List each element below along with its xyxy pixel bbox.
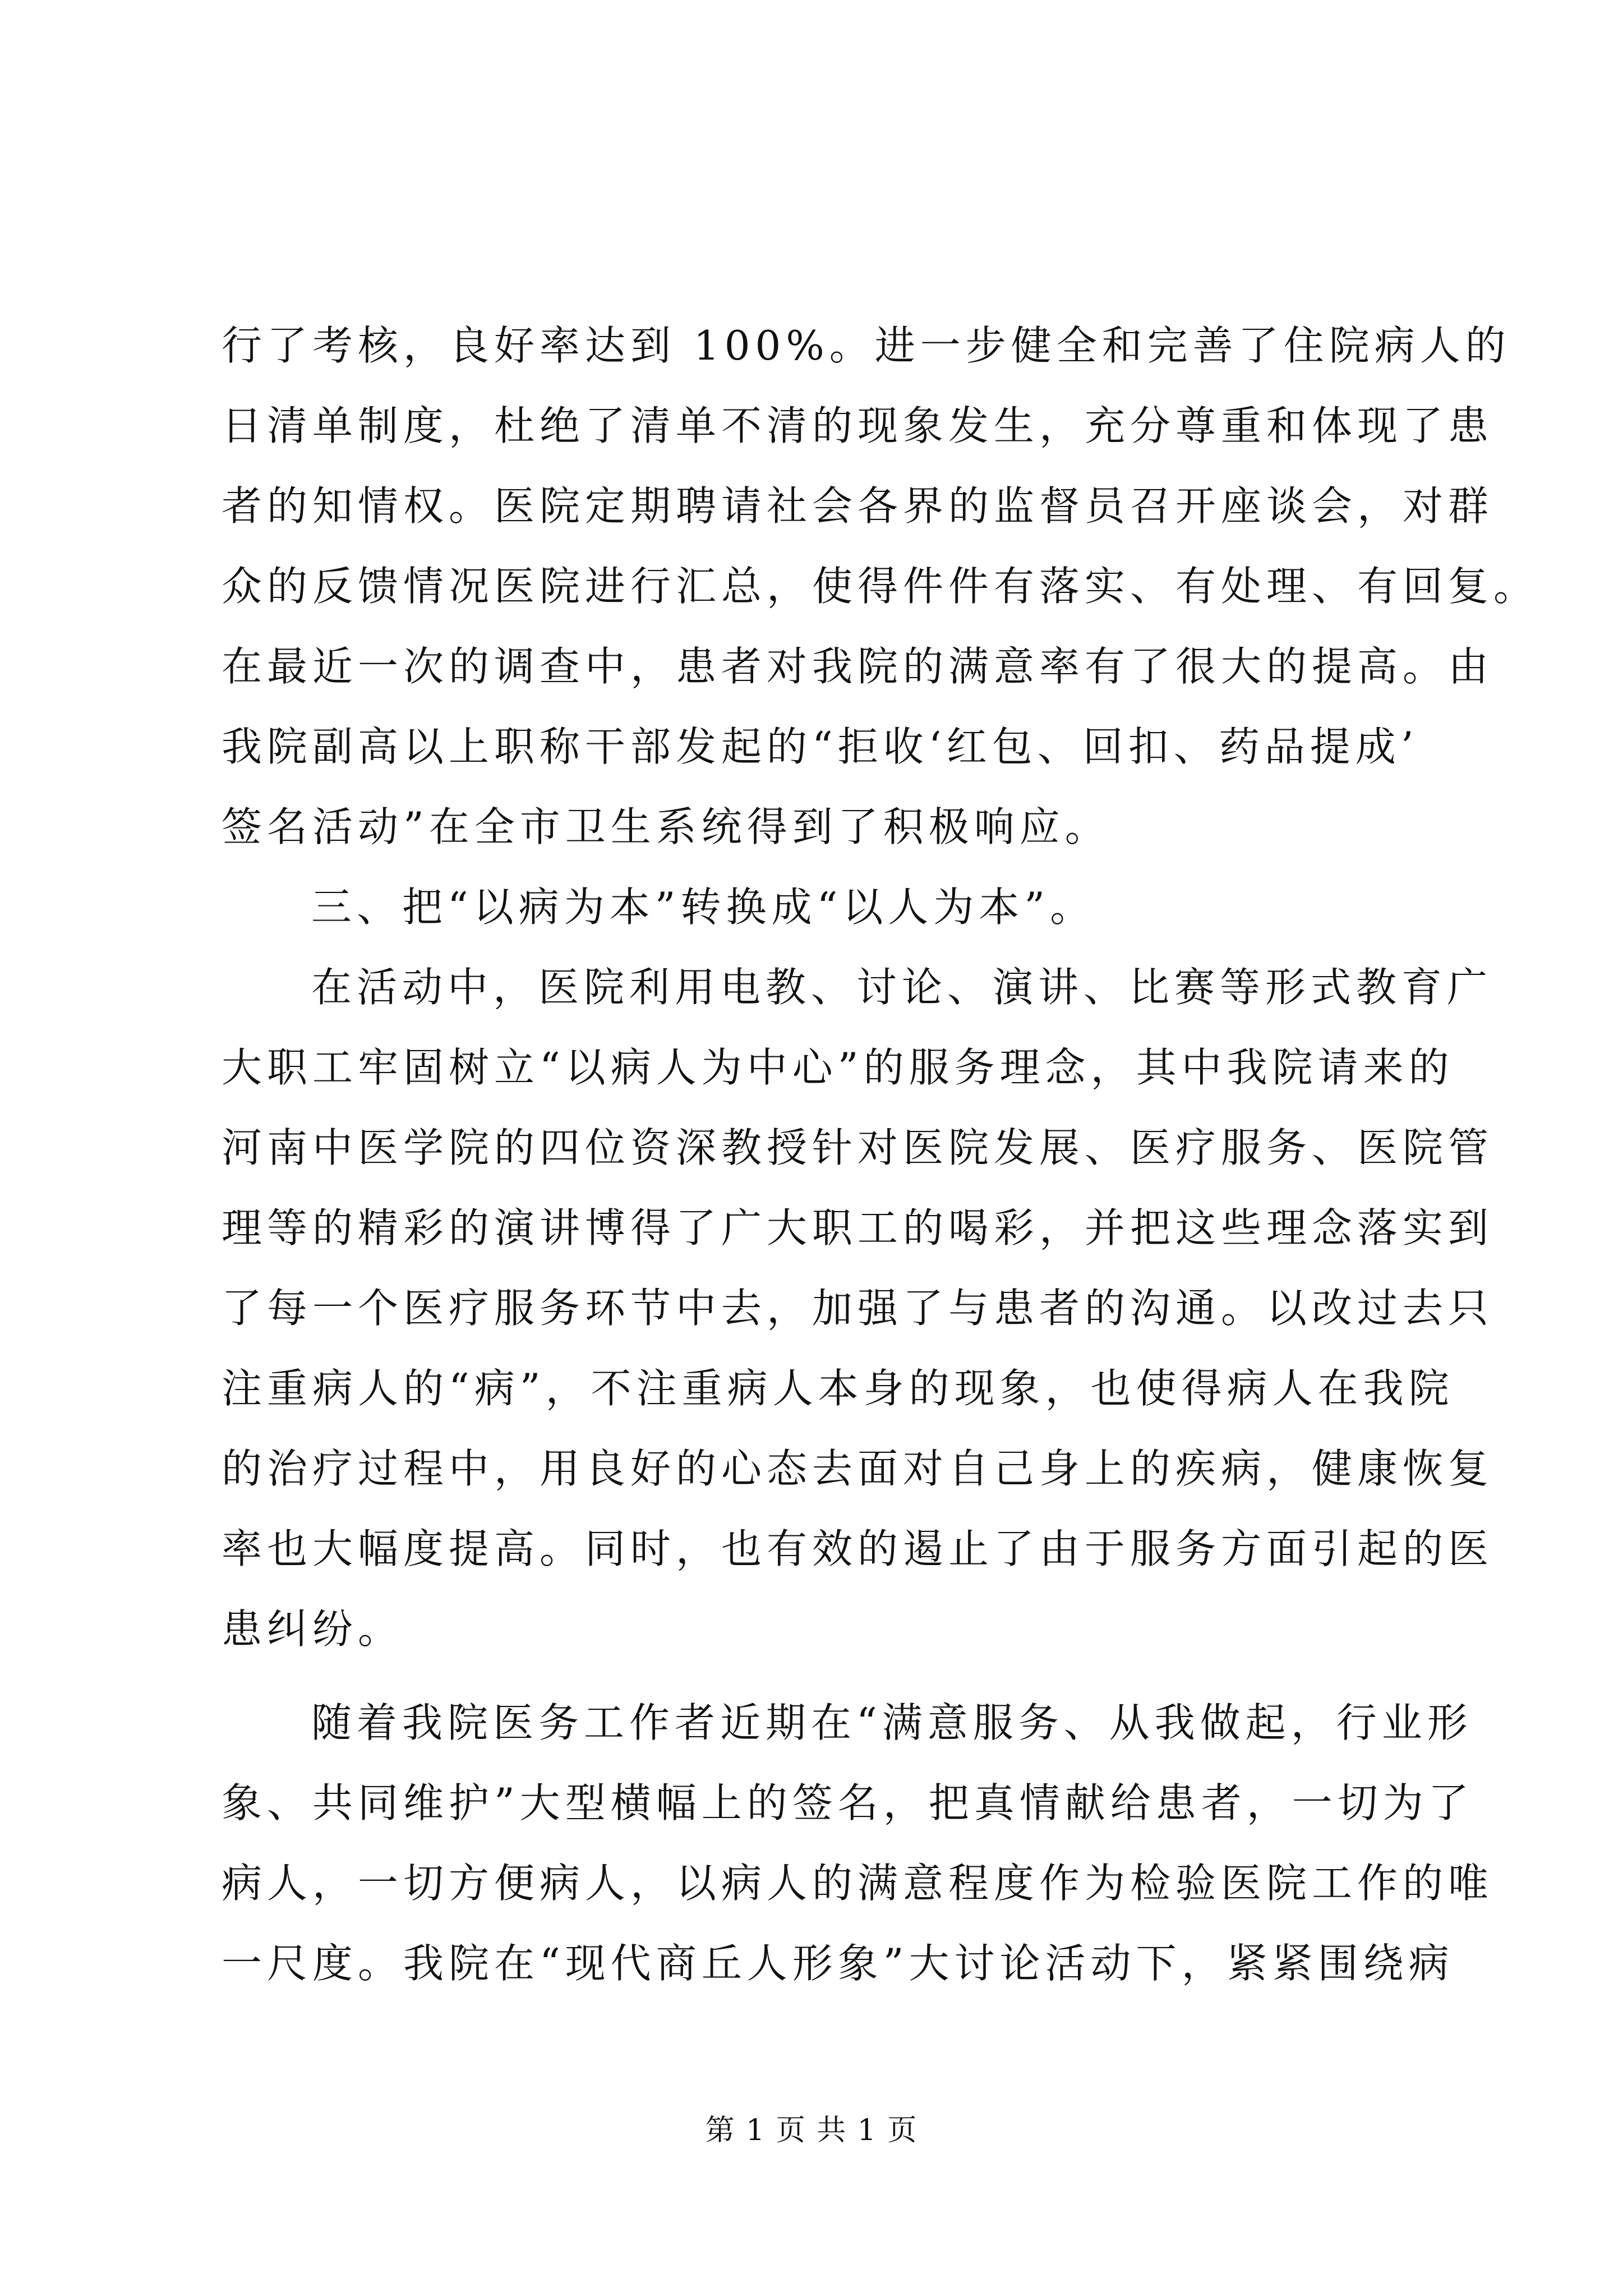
text-line: 日清单制度，杜绝了清单不清的现象发生，充分尊重和体现了患 <box>222 402 1494 449</box>
text-line: 病人，一切方便病人，以病人的满意程度作为检验医院工作的唯 <box>222 1860 1494 1907</box>
text-line: 行了考核，良好率达到 100%。进一步健全和完善了住院病人的 <box>222 322 1511 369</box>
paragraph-first-line: 在活动中，医院利用电教、讨论、演讲、比赛等形式教育广 <box>311 964 1493 1011</box>
page-footer: 第 1 页 共 1 页 <box>705 2114 918 2147</box>
paragraph-first-line: 随着我院医务工作者近期在“满意服务、从我做起，行业形 <box>311 1699 1473 1746</box>
section-heading: 三、把“以病为本”转换成“以人为本”。 <box>311 884 1096 931</box>
text-line: 者的知情权。医院定期聘请社会各界的监督员召开座谈会，对群 <box>222 482 1494 530</box>
text-line: 了每一个医疗服务环节中去，加强了与患者的沟通。以改过去只 <box>222 1285 1494 1332</box>
text-line: 一尺度。我院在“现代商丘人形象”大讨论活动下，紧紧围绕病 <box>222 1940 1454 1987</box>
text-line: 注重病人的“病”，不注重病人本身的现象，也使得病人在我院 <box>222 1365 1454 1412</box>
text-line: 签名活动”在全市卫生系统得到了积极响应。 <box>222 803 1110 850</box>
body-text <box>222 306 1539 2004</box>
text-line: 我院副高以上职称干部发起的“拒收‘红包、回扣、药品提成’ <box>222 723 1419 770</box>
text-line: 象、共同维护”大型横幅上的签名，把真情献给患者，一切为了 <box>222 1779 1474 1826</box>
text-line: 率也大幅度提高。同时，也有效的遏止了由于服务方面引起的医 <box>222 1525 1494 1572</box>
text-line: 的治疗过程中，用良好的心态去面对自己身上的疾病，健康恢复 <box>222 1445 1494 1492</box>
text-line: 众的反馈情况医院进行汇总，使得件件有落实、有处理、有回复。 <box>222 563 1539 610</box>
text-line: 患纠纷。 <box>222 1605 404 1653</box>
text-line: 大职工牢固树立“以病人为中心”的服务理念，其中我院请来的 <box>222 1044 1454 1091</box>
text-line: 理等的精彩的演讲博得了广大职工的喝彩，并把这些理念落实到 <box>222 1204 1494 1251</box>
text-line: 在最近一次的调查中，患者对我院的满意率有了很大的提高。由 <box>222 643 1494 690</box>
text-line: 河南中医学院的四位资深教授针对医院发展、医疗服务、医院管 <box>222 1124 1494 1171</box>
